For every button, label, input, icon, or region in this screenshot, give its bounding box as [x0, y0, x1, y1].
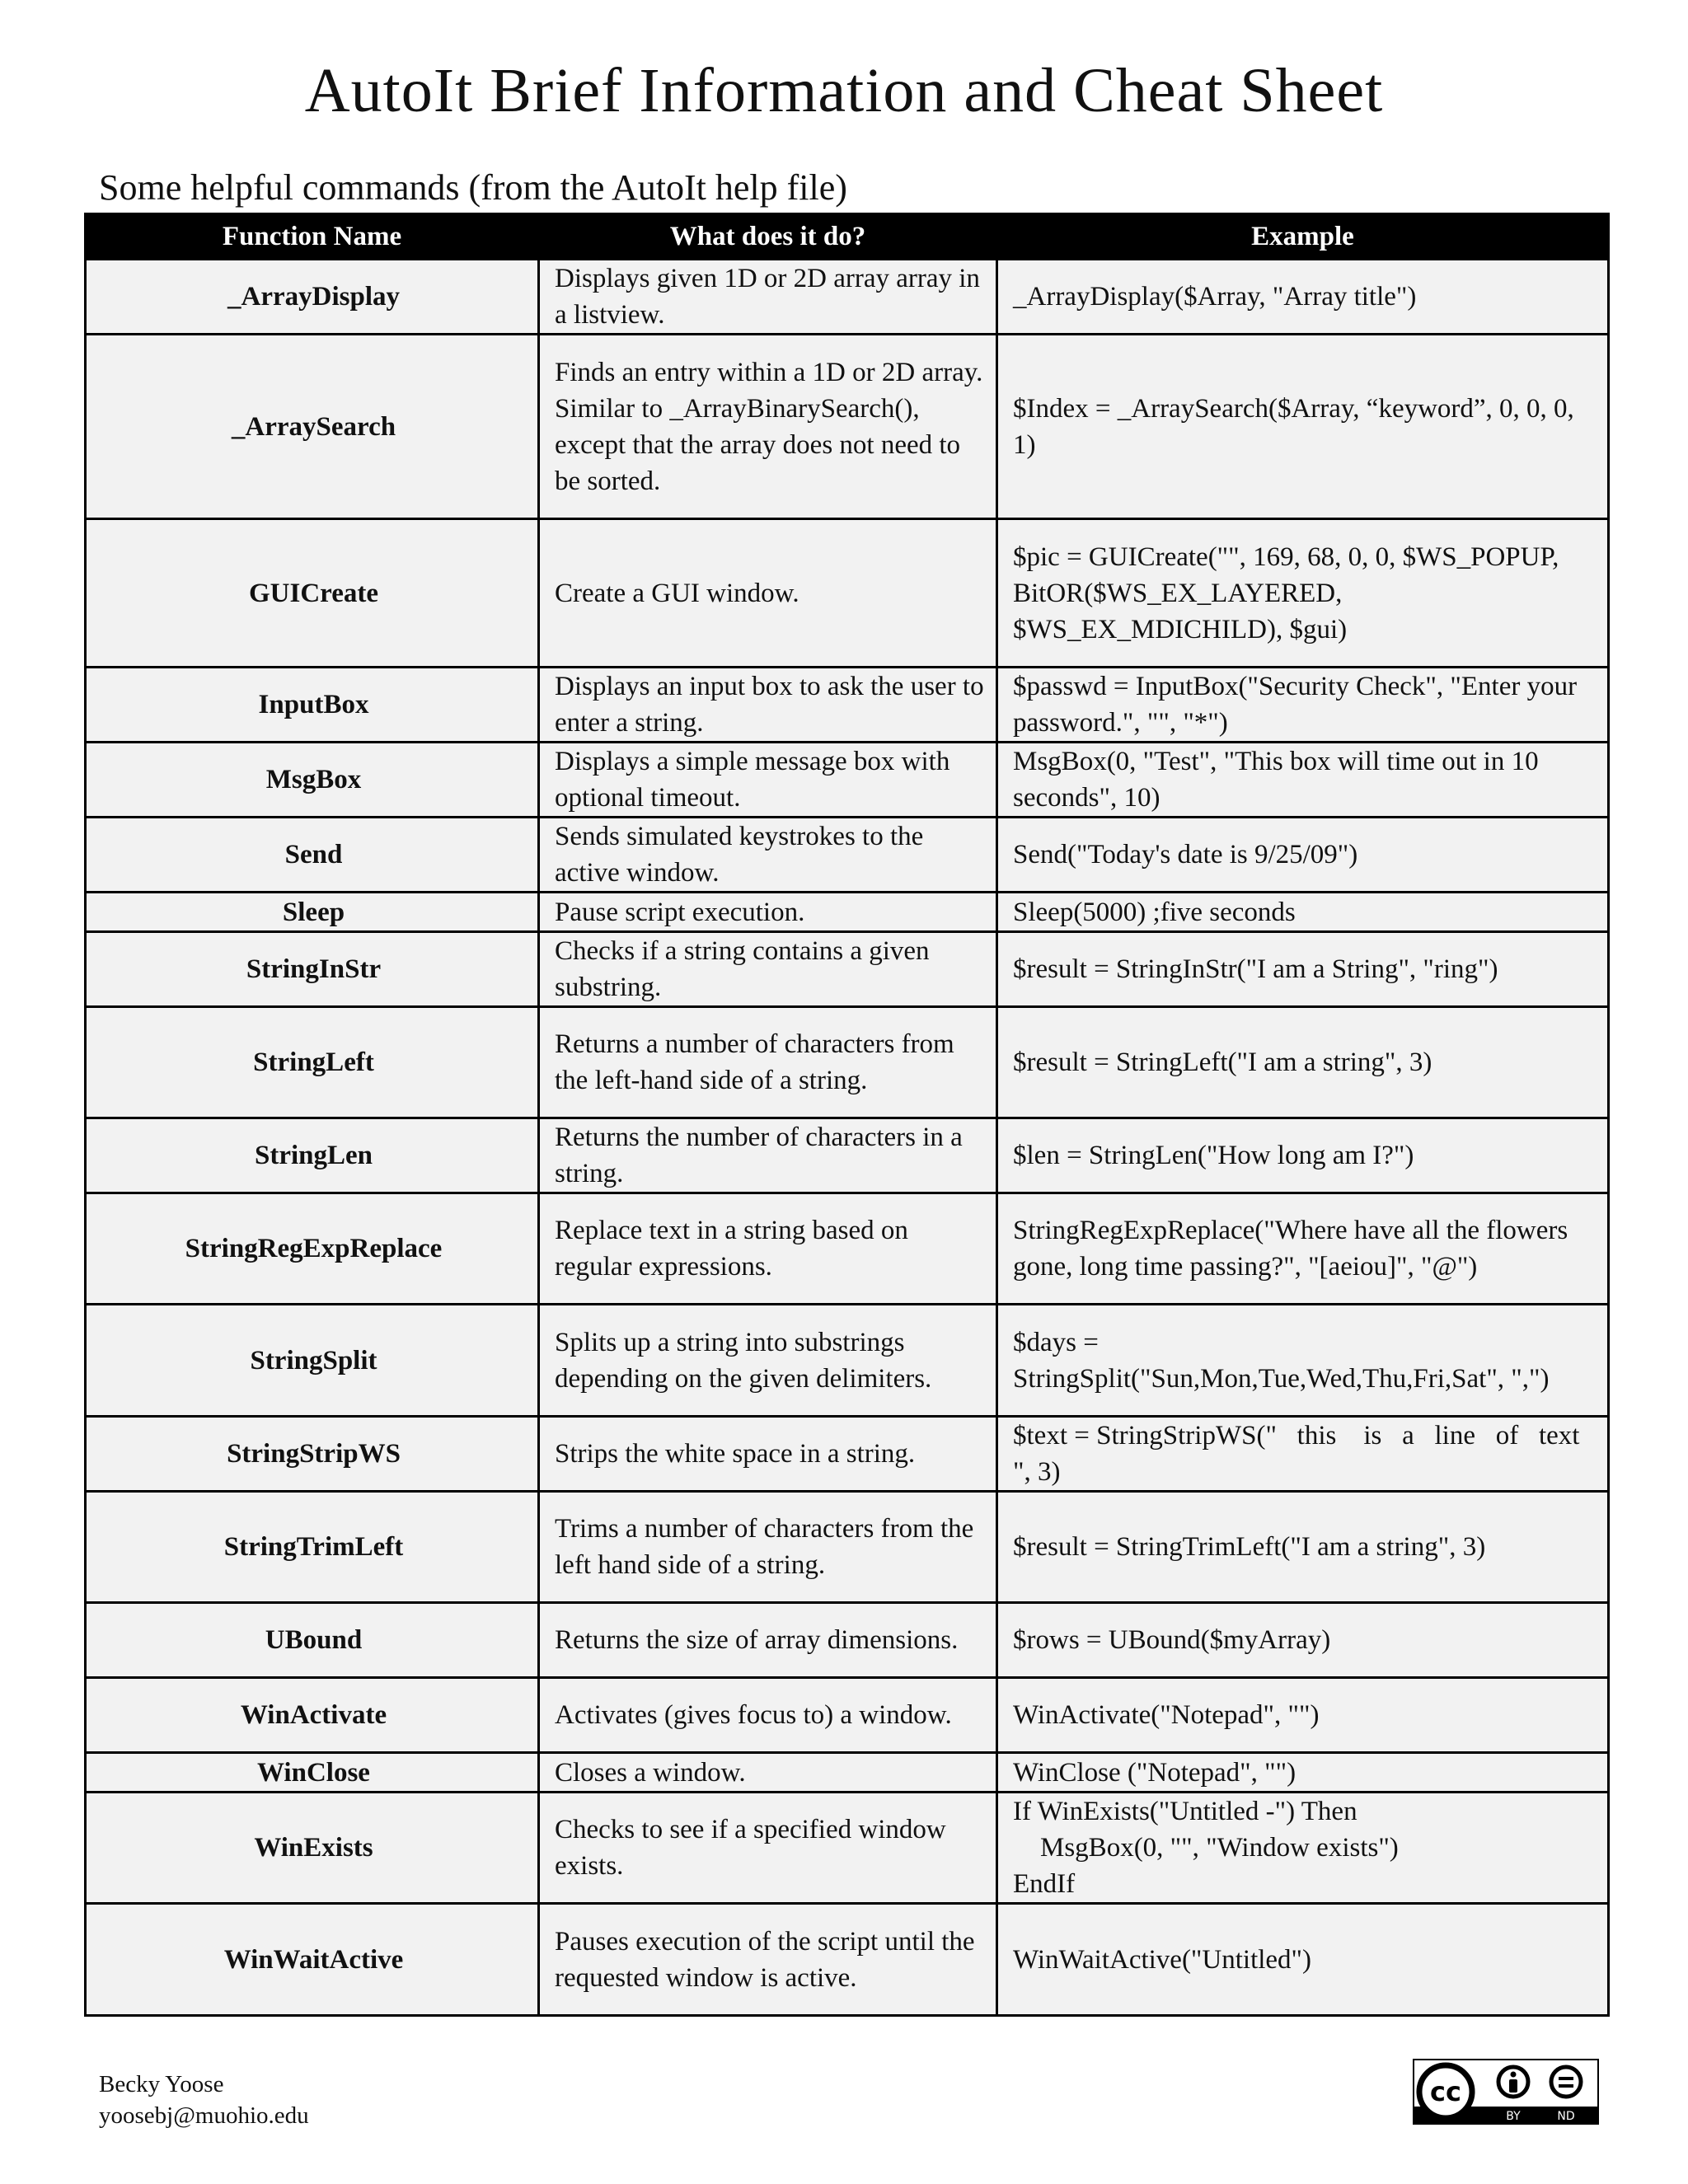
function-name: _ArraySearch: [86, 335, 539, 519]
function-description: Displays an input box to ask the user to enter a string.: [539, 668, 997, 743]
function-example: $result = StringLeft("I am a string", 3): [997, 1007, 1609, 1118]
function-example: WinWaitActive("Untitled"): [997, 1904, 1609, 2016]
function-description: Closes a window.: [539, 1753, 997, 1793]
table-row: [86, 932, 1609, 1007]
function-name: StringInStr: [86, 932, 539, 1007]
function-name: StringLeft: [86, 1007, 539, 1118]
function-name: StringSplit: [86, 1305, 539, 1417]
attribution-icon-head: [1511, 2072, 1517, 2078]
function-name: GUICreate: [86, 519, 539, 668]
cc-license-badge: [1413, 2059, 1599, 2125]
function-example: StringRegExpReplace("Where have all the flowers gone, long time passing?", "[aeiou]", "@"): [997, 1193, 1609, 1305]
function-example: $rows = UBound($myArray): [997, 1603, 1609, 1678]
author-email: yoosebj@muohio.edu: [99, 2102, 309, 2129]
function-description: Pause script execution.: [539, 893, 997, 932]
license-by-label: BY: [1506, 2110, 1521, 2123]
function-example: $len = StringLen("How long am I?"): [997, 1118, 1609, 1193]
function-example: WinActivate("Notepad", ""): [997, 1678, 1609, 1753]
header-example: Example: [997, 214, 1609, 260]
function-name: StringLen: [86, 1118, 539, 1193]
no-derivatives-bar-top: [1559, 2077, 1573, 2080]
header-description: What does it do?: [539, 214, 997, 260]
function-description: Checks if a string contains a given substring.: [539, 932, 997, 1007]
function-name: _ArrayDisplay: [86, 260, 539, 335]
function-name: MsgBox: [86, 743, 539, 818]
function-name: Sleep: [86, 893, 539, 932]
license-nd-label: ND: [1557, 2110, 1575, 2123]
table-row: [86, 743, 1609, 818]
function-name: WinClose: [86, 1753, 539, 1793]
header-function-name: Function Name: [86, 214, 539, 260]
table-row: [86, 893, 1609, 932]
function-description: Returns a number of characters from the left-hand side of a string.: [539, 1007, 997, 1118]
function-example: $passwd = InputBox("Security Check", "Enter your password.", "", "*"): [997, 668, 1609, 743]
table-row: [86, 1492, 1609, 1603]
table-row: [86, 1007, 1609, 1118]
function-description: Pauses execution of the script until the requested window is active.: [539, 1904, 997, 2016]
function-example: Sleep(5000) ;five seconds: [997, 893, 1609, 932]
function-description: Strips the white space in a string.: [539, 1417, 997, 1492]
function-example: Send("Today's date is 9/25/09"): [997, 818, 1609, 893]
function-description: Returns the size of array dimensions.: [539, 1603, 997, 1678]
function-name: WinWaitActive: [86, 1904, 539, 2016]
function-description: Checks to see if a specified window exists.: [539, 1793, 997, 1904]
table-row: [86, 1603, 1609, 1678]
function-example: WinClose ("Notepad", ""): [997, 1753, 1609, 1793]
no-derivatives-icon: [1551, 2067, 1581, 2097]
function-example: $pic = GUICreate("", 169, 68, 0, 0, $WS_POPUP, BitOR($WS_EX_LAYERED, $WS_EX_MDICHILD), $gui): [997, 519, 1609, 668]
function-description: Displays a simple message box with optional timeout.: [539, 743, 997, 818]
table-row: [86, 1904, 1609, 2016]
table-row: [86, 519, 1609, 668]
function-example: MsgBox(0, "Test", "This box will time out in 10 seconds", 10): [997, 743, 1609, 818]
function-name: WinExists: [86, 1793, 539, 1904]
function-description: Sends simulated keystrokes to the active window.: [539, 818, 997, 893]
table-row: [86, 1305, 1609, 1417]
function-description: Trims a number of characters from the left hand side of a string.: [539, 1492, 997, 1603]
table-row: [86, 1753, 1609, 1793]
cc-logo-text: cc: [1430, 2076, 1461, 2107]
table-row: [86, 1417, 1609, 1492]
author-name: Becky Yoose: [99, 2071, 224, 2097]
function-name: InputBox: [86, 668, 539, 743]
function-description: Replace text in a string based on regular expressions.: [539, 1193, 997, 1305]
function-description: Create a GUI window.: [539, 519, 997, 668]
function-example: If WinExists("Untitled -") Then MsgBox(0, "", "Window exists") EndIf: [997, 1793, 1609, 1904]
function-name: StringStripWS: [86, 1417, 539, 1492]
table-row: [86, 1793, 1609, 1904]
function-description: Displays given 1D or 2D array array in a listview.: [539, 260, 997, 335]
function-example: $text = StringStripWS(" this is a line of text ", 3): [997, 1417, 1609, 1492]
function-example: $Index = _ArraySearch($Array, “keyword”, 0, 0, 0, 1): [997, 335, 1609, 519]
function-name: StringTrimLeft: [86, 1492, 539, 1603]
function-description: Splits up a string into substrings depending on the given delimiters.: [539, 1305, 997, 1417]
section-subtitle: Some helpful commands (from the AutoIt help file): [99, 167, 847, 208]
no-derivatives-bar-bottom: [1559, 2084, 1573, 2088]
table-row: [86, 335, 1609, 519]
table-header-row: [86, 214, 1609, 260]
function-description: Returns the number of characters in a string.: [539, 1118, 997, 1193]
table-row: [86, 668, 1609, 743]
page-title: AutoIt Brief Information and Cheat Sheet: [304, 56, 1384, 125]
table-row: [86, 1678, 1609, 1753]
table-row: [86, 260, 1609, 335]
function-example: $result = StringInStr("I am a String", "ring"): [997, 932, 1609, 1007]
function-name: StringRegExpReplace: [86, 1193, 539, 1305]
table-row: [86, 818, 1609, 893]
function-name: Send: [86, 818, 539, 893]
function-example: $days = StringSplit("Sun,Mon,Tue,Wed,Thu,Fri,Sat", ","): [997, 1305, 1609, 1417]
function-name: UBound: [86, 1603, 539, 1678]
function-example: $result = StringTrimLeft("I am a string", 3): [997, 1492, 1609, 1603]
table-row: [86, 1118, 1609, 1193]
attribution-icon-body: [1509, 2079, 1517, 2093]
commands-table: [84, 213, 1610, 2017]
function-description: Finds an entry within a 1D or 2D array. Similar to _ArrayBinarySearch(), except that the array does not need to be sorted.: [539, 335, 997, 519]
function-description: Activates (gives focus to) a window.: [539, 1678, 997, 1753]
function-name: WinActivate: [86, 1678, 539, 1753]
table-row: [86, 1193, 1609, 1305]
function-example: _ArrayDisplay($Array, "Array title"): [997, 260, 1609, 335]
